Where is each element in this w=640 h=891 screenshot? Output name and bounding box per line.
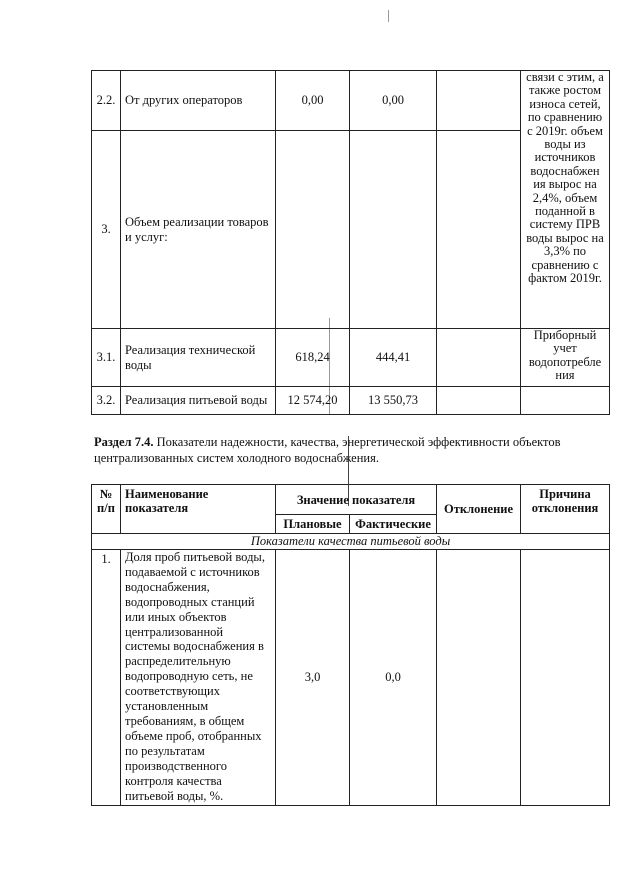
row-reason [521,550,610,806]
header-fact: Фактические [350,515,437,534]
row-fact: 13 550,73 [350,387,437,415]
table-row [92,550,610,806]
table-continuation [91,70,610,415]
header-row [92,485,610,515]
header-deviation: Отклонение [437,485,521,534]
row-plan: 618,24 [276,329,350,387]
row-deviation [437,550,521,806]
row-number: 3. [92,131,121,329]
section-caption [94,434,614,466]
row-fact: 0,00 [350,71,437,131]
row-plan [276,131,350,329]
row-fact [350,131,437,329]
row-number: 2.2. [92,71,121,131]
row-number: 1. [92,550,121,806]
row-fact: 0,0 [350,550,437,806]
row-reason: связи с этим, а также ростом износа сетей, по сравнению с 2019г. объем воды из источников водоснабжен ия вырос на 2,4%, объем поданной в систему ПРВ воды вырос на 3,3% по сравнению с фактом 2019г. [521,71,610,329]
row-deviation [437,131,521,329]
row-reason: Приборный учет водопотребле ния [521,329,610,387]
header-value-group: Значение показателя [276,485,437,515]
section-label: Раздел 7.4. [94,435,154,449]
row-deviation [437,387,521,415]
row-name: Доля проб питьевой воды, подаваемой с источников водоснабжения, водопроводных станций или иных объектов централизованной системы водоснабжения в распределительную водопроводную сеть, не соответствующих установленным требованиям, в общем объеме проб, отобранных по результатам производственного контроля качества питьевой воды, %. [121,550,276,806]
row-plan: 12 574,20 [276,387,350,415]
section-text: Показатели надежности, качества, энергетической эффективности объектов централизованных систем холодного водоснабжения. [94,435,561,465]
row-name: От других операторов [121,71,276,131]
header-no: № п/п [92,485,121,534]
scan-line [388,10,389,22]
header-reason: Причина отклонения [521,485,610,534]
section-title: Показатели качества питьевой воды [92,534,610,550]
row-name: Реализация питьевой воды [121,387,276,415]
indicators-table [91,484,610,806]
row-deviation [437,329,521,387]
section-title-row [92,534,610,550]
header-plan: Плановые [276,515,350,534]
row-number: 3.2. [92,387,121,415]
row-deviation [437,71,521,131]
row-name: Объем реализации товаров и услуг: [121,131,276,329]
row-number: 3.1. [92,329,121,387]
row-fact: 444,41 [350,329,437,387]
header-name: Наименование показателя [121,485,276,534]
table-row [92,71,610,131]
table-row [92,329,610,387]
table-row [92,387,610,415]
row-plan: 0,00 [276,71,350,131]
row-name: Реализация технической воды [121,329,276,387]
row-plan: 3,0 [276,550,350,806]
row-reason [521,387,610,415]
